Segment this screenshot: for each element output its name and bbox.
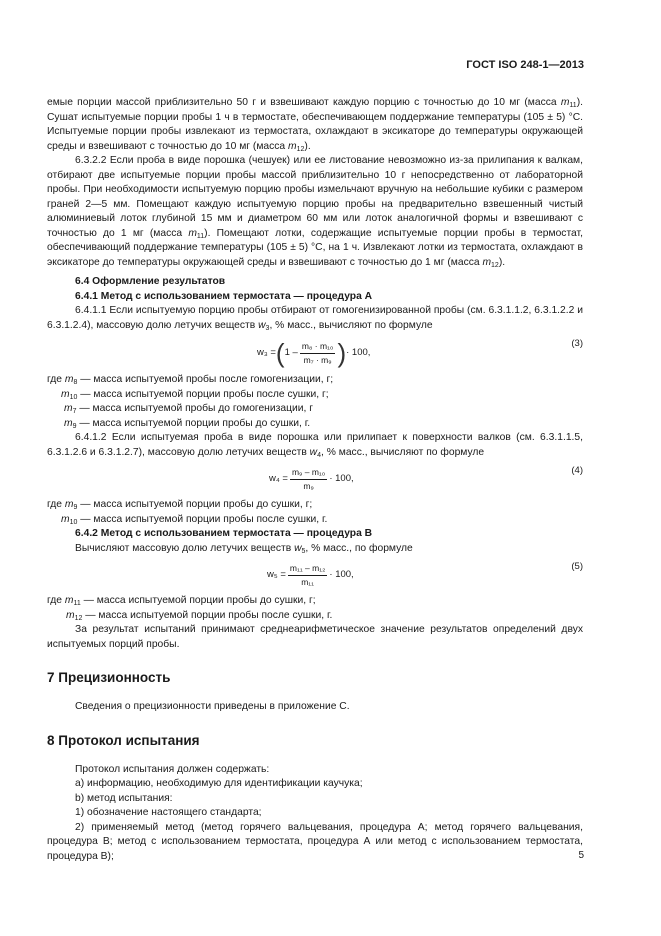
formula-4-denominator: m₉ — [303, 480, 314, 491]
paragraph-precision: Сведения о прецизионности приведены в приложение С. — [75, 701, 350, 712]
formula-5-number: (5) — [571, 561, 583, 572]
paragraph-6-4-2: Вычисляют массовую долю летучих веществ $w_5$, % масс., по формуле — [75, 542, 413, 555]
formula-3-fraction — [300, 341, 336, 366]
where-item: где $m_9$ — масса испытуемой порции пробы до сушки, г; — [47, 499, 313, 511]
section-6-4-2-heading: 6.4.2 Метод с использованием термостата — процедура В — [75, 528, 373, 539]
formula-3-denominator: m₇ · m₉ — [303, 354, 332, 365]
paren-open: ( — [275, 338, 285, 368]
formula-4 — [47, 460, 583, 498]
paragraph-6-4-1-1: 6.4.1.1 Если испытуемую порцию пробы отбирают от гомогенизированной пробы (см. 6.3.1.1.2, 6.3.1.2.2 и 6.3.1.2.4), массовую долю летучих веществ $w_3$, % масс., вычисляют по формуле — [47, 305, 583, 332]
formula-4-tail: · 100, — [329, 472, 354, 484]
formula-3-one: 1 – — [284, 346, 298, 358]
formula-3-lhs: w₃ = — [257, 346, 276, 358]
paragraph-sample-drying: емые порции массой приблизительно 50 г и взвешивают каждую порцию с точностью до 10 мг (масса $m_{11}$). Сушат испытуемые порции пробы 1 ч в термостате, обеспечивающем поддержание температуры (105 ± 5) °С. Испытуемые порции пробы извлекают из термостата, охлаждают в эксикаторе до температуры окружающей среды и взвешивают с точностью до 10 мг (масса $m_{12}$). — [47, 97, 583, 153]
paragraph-6-3-2-2: 6.3.2.2 Если проба в виде порошка (чешуек) или ее листование невозможно из-за прилипания к валкам, отбирают две испытуемые порции пробы массой приблизительно 10 г непосредственно от лабораторной пробы. При необходимости испытуемую порцию пробы измельчают вручную на небольшие кубики с размером граней 2—5 мм. Помещают каждую испытуемую порцию пробы на предварительно взвешенный чистый алюминиевый лоток глубиной 15 мм и диаметром 60 мм или лоток аналогичной формы и взвешивают с точностью до 1 мг (масса $m_{11}$). Помещают лотки, содержащие испытуемые порции пробы в термостат, обеспечивающий поддержание температуры (105 ± 5) °С, на 1 ч. Извлекают лотки из термостата, охлаждают в эксикаторе до температуры окружающей среды и взвешивают с точностью до 1 мг (масса $m_{12}$). — [47, 155, 583, 269]
formula-3-tail: · 100, — [346, 346, 371, 358]
standard-header: ГОСТ ISO 248-1—2013 — [466, 59, 584, 71]
list-item: a) информацию, необходимую для идентификации каучука; — [75, 778, 363, 789]
page-content — [47, 96, 583, 864]
formula-4-fraction — [290, 467, 327, 492]
where-list-5 — [47, 594, 583, 623]
paragraph-6-4-1-2: 6.4.1.2 Если испытуемая проба в виде порошка или прилипает к поверхности валков (см. 6.3.1.1.5, 6.3.1.2.6 и 6.3.1.2.7), массовую долю летучих веществ $w_4$, % масс., вычисляют по формуле — [47, 432, 583, 459]
formula-4-number: (4) — [571, 465, 583, 476]
formula-3-numerator: m₈ · m₁₀ — [300, 341, 336, 354]
where-item: где $m_{11}$ — масса испытуемой порции пробы до сушки, г; — [47, 595, 316, 607]
formula-3-number: (3) — [571, 338, 583, 349]
protocol-list — [47, 763, 583, 865]
where-item: $m_{12}$ — масса испытуемой порции пробы после сушки, г. — [66, 609, 333, 622]
where-list-3 — [47, 373, 583, 431]
formula-5-fraction — [288, 563, 328, 588]
formula-5-numerator: m₁₁ – m₁₂ — [288, 563, 328, 576]
list-item: b) метод испытания: — [75, 792, 173, 804]
formula-4-lhs: w₄ = — [269, 472, 288, 484]
section-6-4-heading: 6.4 Оформление результатов — [75, 276, 226, 287]
where-item: $m_{10}$ — масса испытуемой порции пробы после сушки, г; — [61, 388, 329, 401]
formula-5-lhs: w₅ = — [267, 568, 286, 580]
where-item: $m_7$ — масса испытуемой пробы до гомогенизации, г — [64, 403, 313, 415]
where-item: $m_9$ — масса испытуемой порции пробы до сушки, г. — [64, 417, 311, 430]
formula-5-denominator: m₁₁ — [301, 576, 315, 587]
formula-4-numerator: m₉ – m₁₀ — [290, 467, 327, 480]
list-item: 1) обозначение настоящего стандарта; — [75, 807, 262, 818]
paren-close: ) — [337, 338, 347, 368]
page-number: 5 — [578, 850, 584, 861]
section-7-heading: 7 Прецизионность — [47, 670, 171, 685]
where-item: где $m_8$ — масса испытуемой пробы после гомогенизации, г; — [47, 374, 334, 386]
paragraph-result: За результат испытаний принимают среднеарифметическое значение результатов определений двух испытуемых порций пробы. — [47, 624, 583, 650]
formula-5-tail: · 100, — [329, 568, 354, 580]
where-list-4 — [47, 498, 583, 527]
list-item: Протокол испытания должен содержать: — [75, 763, 270, 775]
list-item: 2) применяемый метод (метод горячего вальцевания, процедура А; метод горячего вальцевания, процедура В; метод с использованием термостата, процедура А или метод с использованием термостата, процедура В); — [47, 821, 583, 862]
section-8-heading: 8 Протокол испытания — [47, 732, 200, 748]
section-6-4-1-heading: 6.4.1 Метод с использованием термостата — процедура А — [75, 290, 373, 302]
where-item: $m_{10}$ — масса испытуемой порции пробы после сушки, г. — [61, 513, 328, 526]
formula-3 — [47, 333, 583, 373]
formula-5 — [47, 556, 583, 594]
